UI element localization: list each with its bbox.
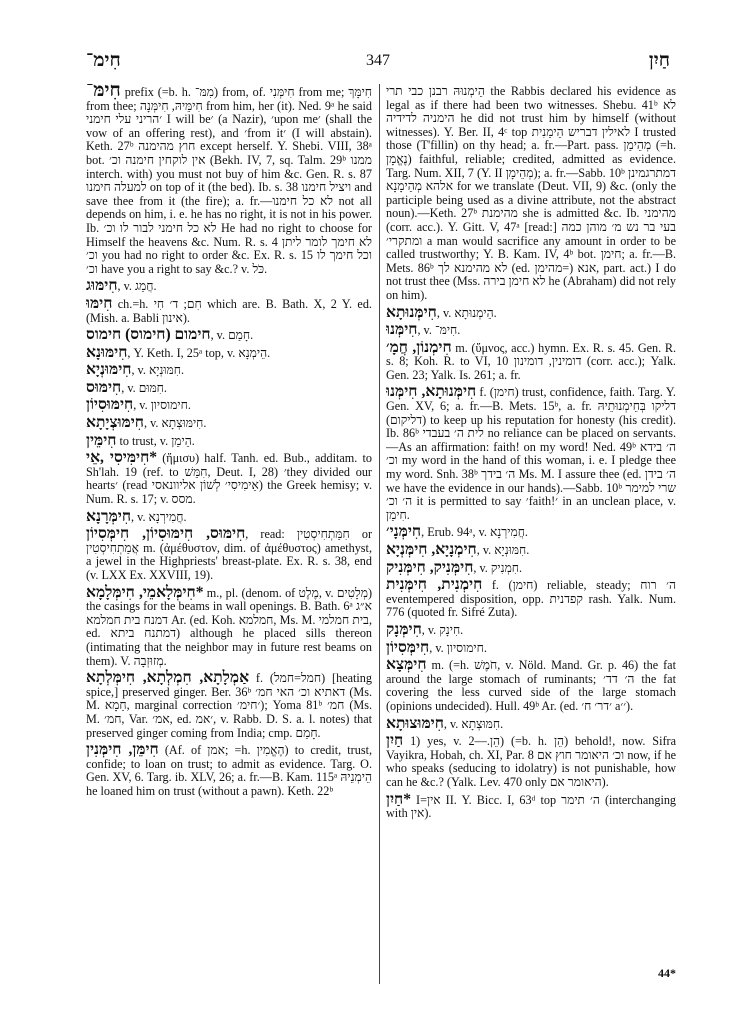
dictionary-entry [86,743,372,798]
entry-body: m. (=h. חֹמֶשׁ, v. Nöld. Mand. Gr. p. 46) the fat around the large stomach of ruminants; ה׳ דד׳ the fat covering the less curved side of the large stomach (opinions undecided). Hull. 49ᵇ Ar. (ed. ׳דר׳ ח׳ a׳׳). [386,658,676,713]
dictionary-entry [86,451,372,506]
entry-headword: חִימְּסִיוֹן [386,638,430,656]
entry-body: , v. חימוסיון. [133,398,191,413]
page-number: 347 [366,52,390,69]
entry-headword: חִימְּצָא [386,656,427,674]
entry-headword: חִימְּנוּתָא [386,303,437,321]
entry-body: (Af. of אמן; =h. הֶאֱמִין) to credit, trust, confide; to loan on trust; to admit as evidence. Targ. O. Gen. XV, 6. Targ. ib. XLV, 26; a. fr.—B. Kam. 115ᵃ הֵימְנֵיהּ he loaned him on trust (without a pawn). Keth. 22ᵇ [86,743,372,798]
right-running-head: חַיִן [648,50,670,71]
entry-headword: חִימּוּס, חִימּוּסִיוֹן, חִימְּסִיוֹן [86,525,246,543]
entry-body: f. (חימן) trust, confidence, faith. Targ. Y. Gen. XV, 6; a. fr.—B. Mets. 15ᵇ, a. fr. דליקו בְּחֵימְנוּתֵיהּ (דליקום) to keep up his reputation for honesty (his credit). Ib. 86ᵇ לית ה׳ בעבדי no reliance can be placed on servants.—As an affirmation: faith! on my word! Ned. 49ᵇ ה׳ בידא וכ׳ my word in the hand of this woman, i. e. I pledge thee my word. Snh. 38ᵇ ה׳ בידך Ms. M. I assure thee (ed. ה׳ בידן we have the evidence in our hands).—Sabb. 10ᵇ שרי למימר ה׳ וכ׳ it is permitted to say ׳faith!׳ in an unclean place, v. חִימַן. [386,385,676,522]
entry-body: m., pl. (denom. of מֶלֶט, v. מְלָטִים) the casings for the beams in wall openings. B. Bath. 6ᵃ א״ג דמנח בית חמלמא Ar. (ed. Koh. חמלמא, Ms. M. בית חמלמי, ed. דמתנח ביתא) although he placed sills thereon (intimating that the neighbor may in future rest beams on them). V. מְזוּזְבָה. [86,585,372,668]
signature-mark: 44* [658,966,676,980]
dictionary-entry [86,328,372,343]
entry-headword: חִימּוּנְיָא [86,361,132,379]
dictionary-entry [386,338,676,383]
entry-headword: חִימּוּצוּתָא [386,714,444,732]
entry-headword: *חַיִן [386,790,411,808]
dictionary-entry [86,416,372,431]
dictionary-entry [86,583,372,669]
entry-body: 1) yes, v. הֵן.—2) (=b. h. הֵן) behold!, now. Sifra Vayikra, Hobah, ch. XI, Par. 8 וכ׳ היאומר חוץ אם now, if he who speaks (seducing to idolatry) is not punishable, how can he &c.? (Yalk. Lev. 470 only היאומר אם). [386,734,676,789]
dictionary-entry [386,525,676,540]
entry-body: , Y. Keth. I, 25ᵃ top, v. הֵימְנָא. [127,345,271,360]
entry-body: , v. חִימּוּצְתָא. [143,416,207,431]
entry-body: , v. חִמּוּנְיָא. [131,363,185,378]
entry-headword: *חִימִּיסִי ,אֵי [86,449,158,467]
dictionary-entry [386,734,676,789]
entry-body: , v. הֵימְנוּתָא. [436,305,497,320]
entry-headword: חִימֵּין [86,431,117,449]
dictionary-entry [386,558,676,576]
entry-headword: חִימּוּצְיָתָא [86,414,144,432]
entry-headword: חימום (חימוס) חימוס [86,326,211,344]
entry-headword: אַמְלָתָא, חִמְלְתָא, חִימְּלְתָא [86,669,250,687]
dictionary-entry [386,323,676,338]
entry-body: , v. חִמּוּם. [121,380,167,395]
entry-body: , v. חֲמִירְנָא. [131,509,187,524]
entry-headword: חִימְּנוּ [386,321,418,339]
dictionary-entry [86,378,372,396]
entry-headword: חִימּוּנָא [86,343,128,361]
entry-body: , v. חִמּוּנְיָא. [476,543,530,557]
entry-headword: חִימְּנָק [386,620,422,638]
entry-body: , v. חִמּוּצְתָא. [443,716,504,731]
dictionary-entry [86,279,372,294]
entry-headword: חִימּ־ [86,84,121,101]
dictionary-entry [386,84,676,303]
dictionary-entry [386,303,676,321]
entry-headword: חִימֵּן, חִימְּנִין [86,741,159,759]
entry-body: , v. חִמְנִיק. [473,560,523,575]
entry-body: prefix (=b. h. מִמּ־) from, of. חִימְּנִי from me; חִימָּךְ from thee; חִימֵּיהּ, חִימְּנָה from him, her (it). Ned. 9ᵃ he said ׳הריני עלי חימני I will be׳ (a Nazir), ׳upon me׳ (shall the vow of an offering rest), and ׳from it׳ (I will abstain). Keth. 27ᵇ חוץ מהימנה except herself. Y. Shebi. VIII, 38ᵃ bot. אין לוקחין חימנה וכ׳ (Bekh. IV, 7, sq. Talm. 29ᵇ ממנו interch. with) you must not buy of him &c. Gen. R. s. 87 למעלה חימנו on top of it (the bed). Ib. s. 38 ויציל חימנו and save thee from it (the fire); a. fr.—לא כל חימנו not all depends on him, i. e. he has no right, it is not in his power. Ib. לא כל חימני לבור לו וכ׳ He had no right to choose for Himself the heavens &c. Num. R. s. 4 לא חימך לומר ליתן וכ׳ you had no right to order &c. Ex. R. s. 15 וכל חימך לו וכ׳ have you a right to say &c.? v. כֹּל. [86,85,372,276]
entry-body: (ἥμισυ) half. Tanh. ed. Bub., additam. to Sh'lah. 19 (ref. to חִמֵּשׁ, Deut. I, 28) ׳they divided our hearts׳ (read אֵימִיסִי׳ לְשׁוֹן אליוונאסי) the Greek hemisy; v. Num. R. s. 17; v. מסס. [86,451,372,507]
entry-body: to trust, v. הֵימֵן. [116,433,195,448]
entry-headword: חִימּוּס [86,378,122,396]
entry-headword: חִימּוּסִיוֹן [86,396,134,414]
dictionary-entry [386,790,676,821]
entry-body: f. (חימן) reliable, steady; ה׳ רוח eventempered disposition, opp. קפדנית rash. Yalk. Num. 776 (quoted fr. Sifré Zuta). [386,578,676,620]
entry-body: m. (ὕμνος, acc.) hymn. Ex. R. s. 45. Gen. R. s. 8; Koh. R. to VI, 10 דומינין, דומינון (corr. acc.); Yalk. Gen. 23; Yalk. Is. 261; a. fr. [386,340,676,382]
entry-body: הֵימְנוּהּ רבנן כבי תרי the Rabbis declared his evidence as legal as if there had been two witnesses. Shebu. 41ᵇ לא הימניה לדידיה he did not trust him by himself (without witnesses). Y. Ber. II, 4ᶜ top לאילין דבריש הֵימַנִית I trusted those (T'fillin) on thy head; a. fr.—Part. pass. מְהֵימַן (=h. נֶאֱמָן) faithful, reliable; credited, admitted as evidence. Targ. Num. XII, 7 (Y. II מְהֵימָן); a. fr.—Sabb. 10ᵇ דמתרגמינן אלהא מְהֵימָנָא for we translate (Deut. VII, 9) &c. (only the participle being used as a divine attribute, not the abstract noun).—Keth. 27ᵇ מהימנת she is admitted &c. Ib. מהימני (corr. acc.). Y. Gitt. V, 47ᵃ [read:] בעי בר נש מ׳ מוהן כמה ומתקרי׳ a man would sacrifice any amount in order to be called trustworthy; Y. B. Kam. IV, 4ᵇ bot. חימן; a. fr.—B. Mets. 86ᵇ לא מהימנא לך (ed. מהימן=) אנא, part. act.) I do not trust thee (Mss. לא חימן בירה he (Abraham) did not rely on him). [386,84,676,302]
entry-body: , v. חֲמַג. [117,279,157,294]
dictionary-entry [386,620,676,638]
page-header [86,50,670,74]
dictionary-entry [386,658,676,713]
dictionary-entry [86,398,372,413]
dictionary-entry [86,671,372,740]
entry-body: f. (חמל=חמל) [heating spice,] preserved ginger. Ber. 36ᵇ דאתיא וכ׳ האי חמ׳ (Ms. M. חַמָא, marginal correction ׳חימ׳); Yoma 81ᵇ חמ׳ (Ms. M. חמ׳, Var. אמ׳, ed. ׳אמ, v. Rabb. D. S. a. l. notes) that preserved ginger coming from India; cmp. חָמַם. [86,671,372,740]
dictionary-entry [86,363,372,378]
entry-headword: חִימּוּ [86,294,113,312]
dictionary-entry [86,507,372,525]
entry-headword: חִימּוּג [86,277,118,295]
dictionary-entry [86,527,372,582]
entry-body: , v. חִינָק. [421,622,464,637]
entry-body: , v. חִימּ־. [417,323,461,338]
dictionary-entry [386,638,676,656]
entry-body: , v. חָמַם. [210,328,254,343]
entry-headword: *חִימְּלָאמֵי, חִימְּלָמָא [86,583,204,601]
entry-headword: חִימְּנָי׳ [386,523,422,541]
left-running-head: חִימ־ [86,50,121,71]
dictionary-entry [86,431,372,449]
entry-body: ch.=h. חִם; ד׳ חִי which are. B. Bath. X, 2 Y. ed. (Mish. a. Babli אינון). [86,296,372,325]
entry-body: , Erub. 94ᵃ, v. חֲמִירְנָא. [421,525,528,540]
dictionary-entry [86,84,372,276]
entry-headword: חִימְּרָנָא [86,507,132,525]
entry-headword: חִימְנָיָא, חִימְּנְיָא [386,541,477,558]
entry-headword: חִימְנוֹן, חֲמָ׳ [386,338,452,356]
dictionary-entry [386,543,676,558]
entry-body: , read: חִמַּתְחִיסְטִין or אֲמַתְחִיסְטִין m. (ἀμέθυστον, dim. of ἀμέθυστος) amethyst, a jewel in the Highpriests' breast-plate. Ex. R. s. 38, end (v. LXX Ex. XXVIII, 19). [86,527,372,582]
entry-headword: חִימְּנוּתָא, חִימְּנוּ [386,383,477,401]
entry-headword: חִימְּנִיק, חִימְּנִיק [386,558,474,576]
entry-headword: חַיִן [386,732,404,750]
entry-body: , v. חימוסיון. [429,640,487,655]
entry-body: I=אין II. Y. Bicc. I, 63ᵈ top ה׳ תימר (interchanging with אין). [386,792,676,821]
dictionary-entry [86,294,372,325]
column-divider [379,84,380,984]
entry-headword: חִימְנִית, חִימְּנִית [386,576,483,594]
dictionary-entry [386,578,676,620]
left-column [86,84,372,984]
dictionary-entry [386,714,676,732]
dictionary-entry [386,385,676,522]
dictionary-entry [86,343,372,361]
right-column [386,84,676,984]
